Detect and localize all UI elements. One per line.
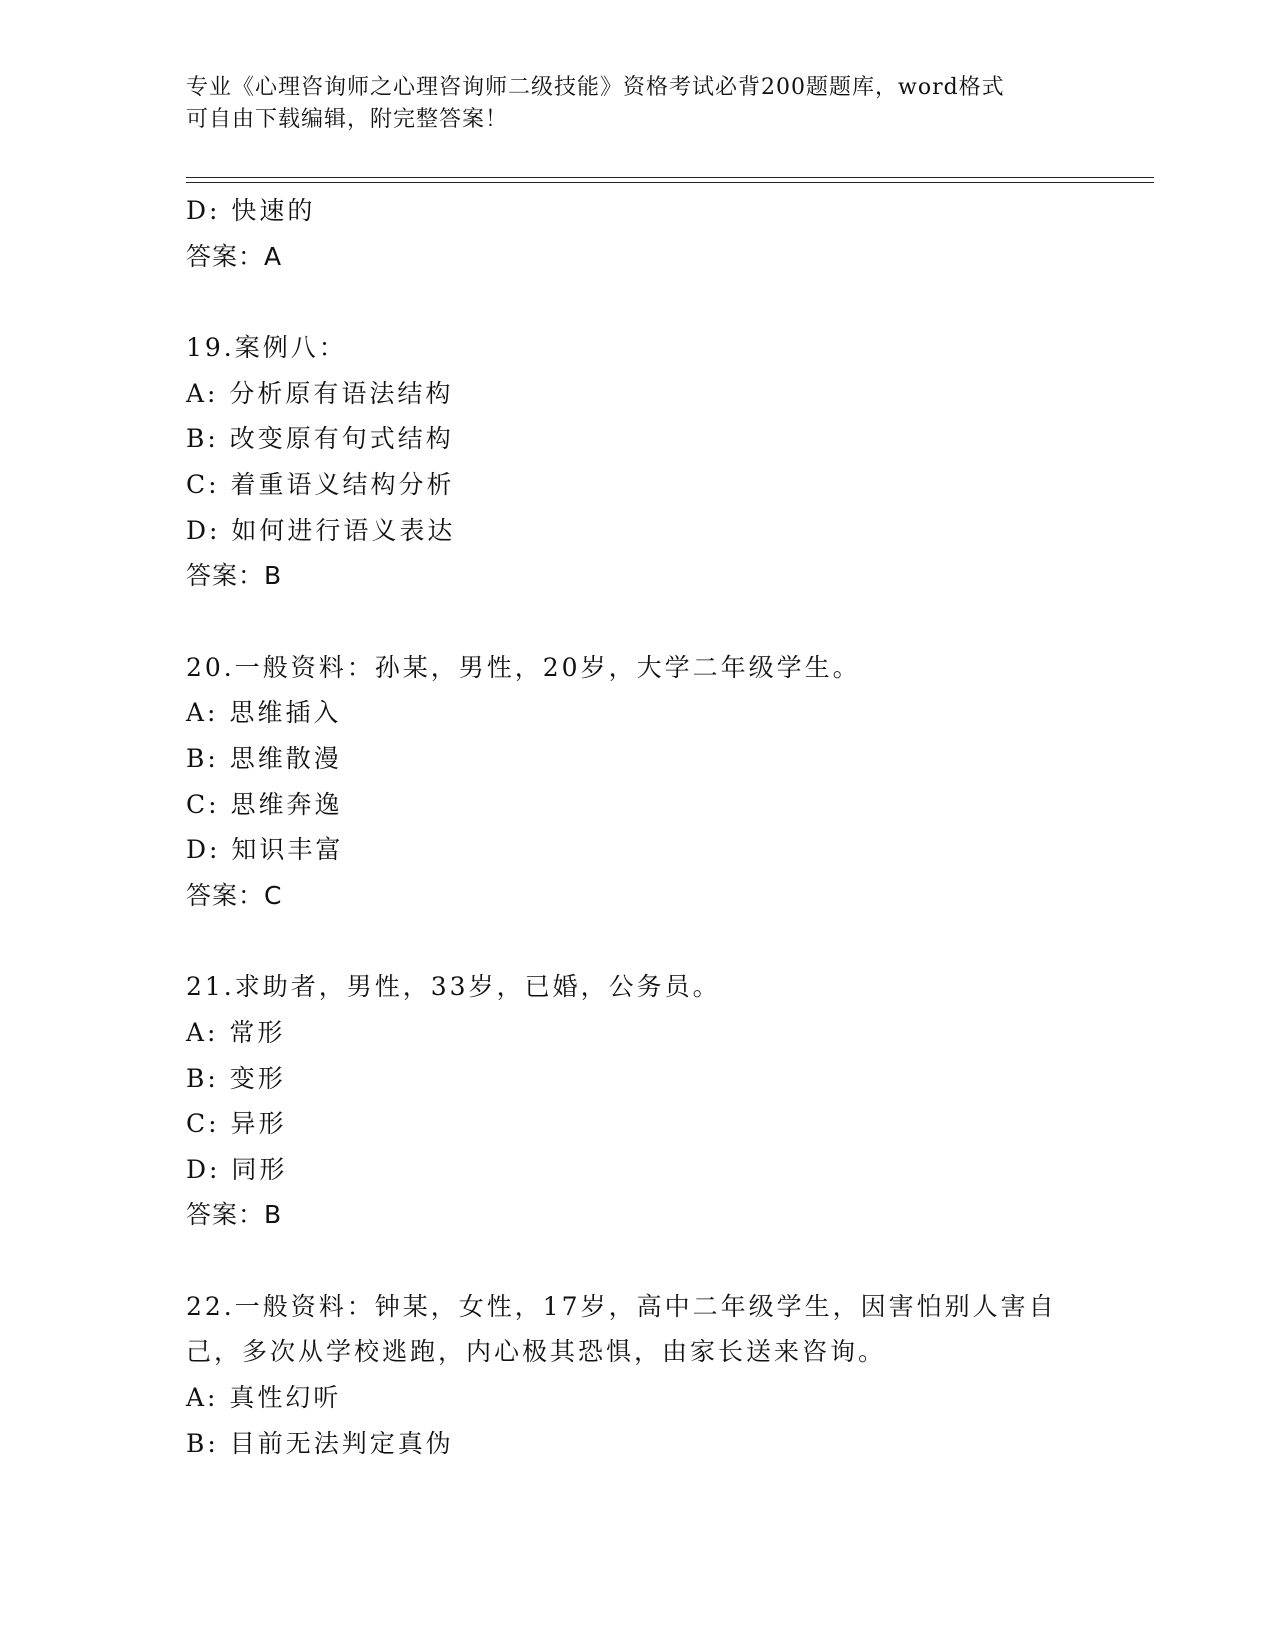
question-stem-line-1: 22.一般资料：钟某，女性，17岁，高中二年级学生，因害怕别人害自 [186, 1291, 1057, 1321]
header-line-2: 可自由下载编辑，附完整答案！ [186, 107, 509, 132]
answer-line: 答案：C [186, 880, 283, 910]
option-d: D: 知识丰富 [186, 835, 344, 865]
header-divider-top [186, 177, 1154, 178]
option-b: B: 改变原有句式结构 [186, 424, 454, 454]
spacer [186, 918, 1086, 964]
question-21 [186, 964, 1086, 1238]
option-a: A: 常形 [186, 1017, 286, 1047]
option-d: D: 如何进行语义表达 [186, 515, 456, 545]
answer-line: 答案：B [186, 1200, 283, 1230]
spacer [186, 279, 1086, 325]
question-list [186, 188, 1086, 1466]
option-c: C: 着重语义结构分析 [186, 469, 455, 499]
question-stem: 21.求助者，男性，33岁，已婚，公务员。 [186, 972, 721, 1002]
option-c: C: 思维奔逸 [186, 789, 343, 819]
question-19 [186, 325, 1086, 599]
answer-line: 答案：A [186, 241, 283, 271]
option-b: B: 变形 [186, 1063, 286, 1093]
question-22 [186, 1284, 1086, 1466]
question-stem: 20.一般资料：孙某，男性，20岁，大学二年级学生。 [186, 652, 861, 682]
option-a: A: 思维插入 [186, 698, 342, 728]
option-c: C: 异形 [186, 1109, 287, 1139]
option-b: B: 思维散漫 [186, 743, 342, 773]
question-stem: 19.案例八： [186, 333, 347, 363]
spacer [186, 599, 1086, 645]
option-a: A: 分析原有语法结构 [186, 378, 454, 408]
option-b: B: 目前无法判定真伪 [186, 1428, 454, 1458]
document-header [186, 72, 1086, 136]
spacer [186, 1238, 1086, 1284]
question-stem-line-2: 己，多次从学校逃跑，内心极其恐惧，由家长送来咨询。 [186, 1337, 887, 1367]
header-line-1: 专业《心理咨询师之心理咨询师二级技能》资格考试必背200题题库，word格式 [186, 75, 1005, 100]
question-20 [186, 645, 1086, 919]
header-divider-bottom [186, 182, 1154, 183]
option-d: D: 同形 [186, 1154, 288, 1184]
answer-line: 答案：B [186, 561, 283, 591]
option-d: D: 快速的 [186, 196, 316, 225]
option-a: A: 真性幻听 [186, 1383, 342, 1413]
